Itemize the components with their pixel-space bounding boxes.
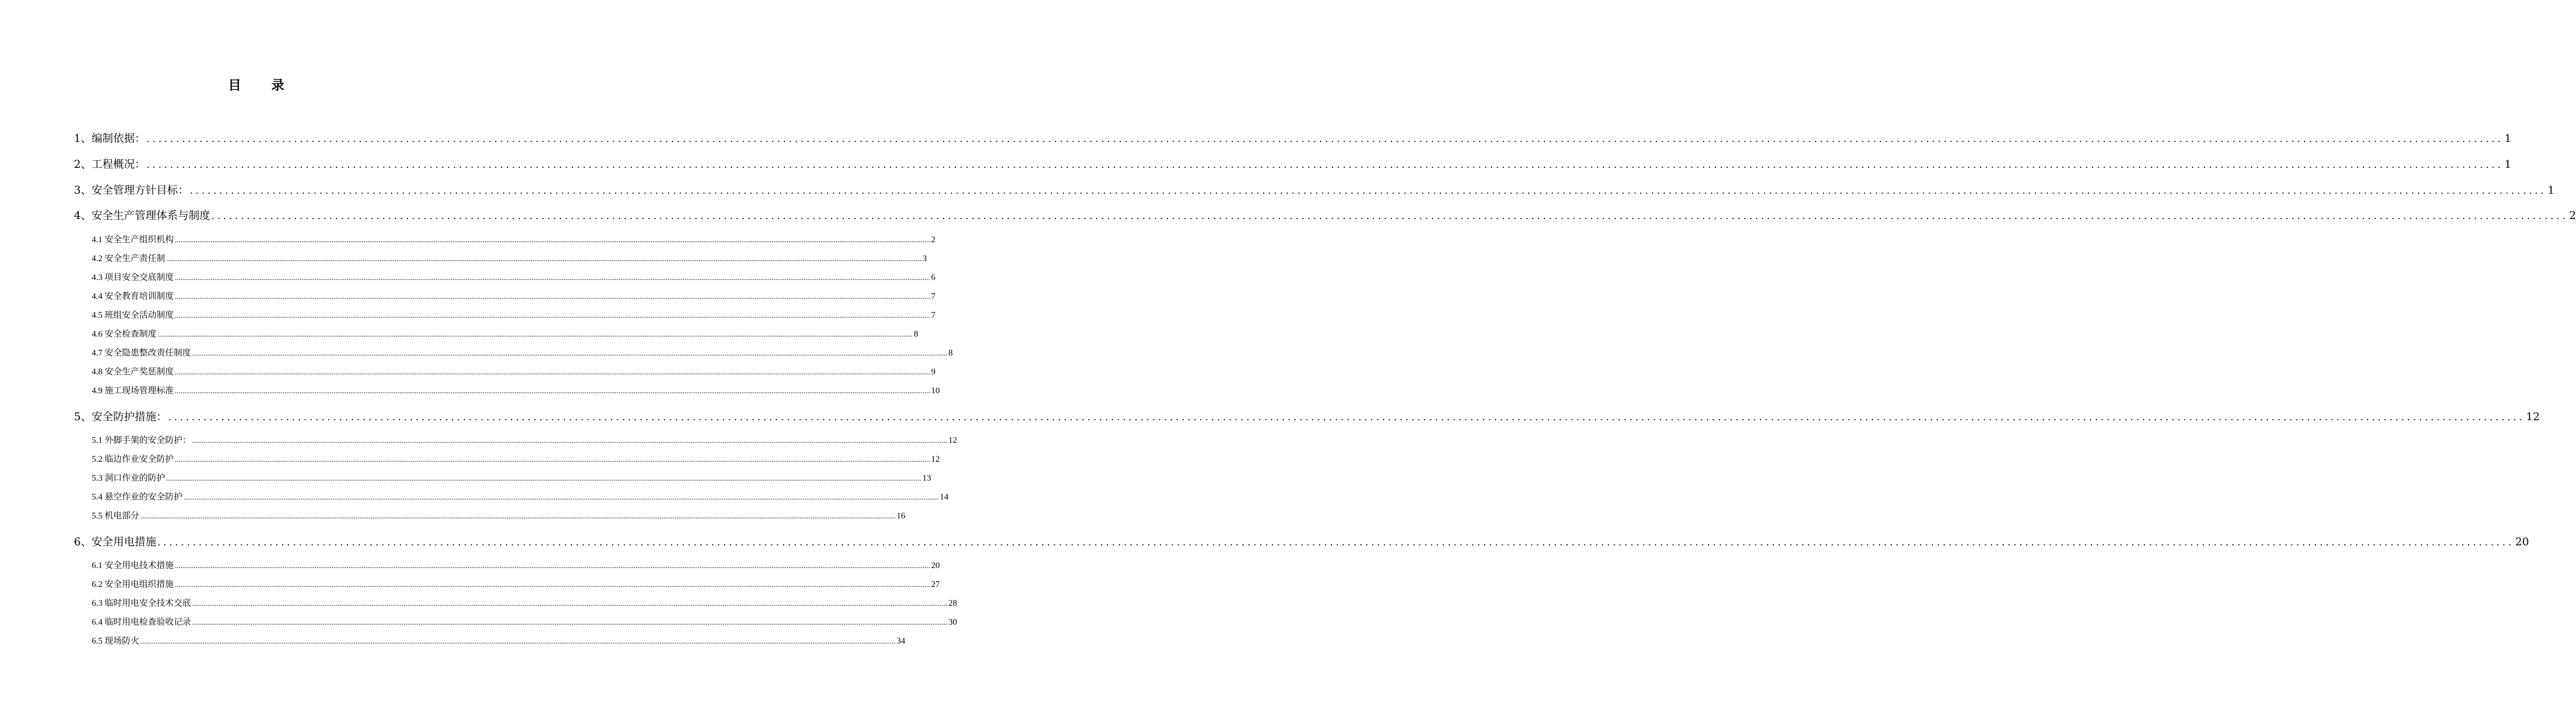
toc-entry-label: 6.3 临时用电安全技术交底 [92, 599, 192, 608]
dot-leader: ................................................................................................................................................................................................................................................................................................................................................................................................................ [192, 619, 948, 627]
toc-entry[interactable] [74, 155, 2512, 171]
dot-leader: ................................................................................................................................................................................................................................................................................................................................................................................................................ [192, 350, 948, 358]
toc-entry-label: 5.5 机电部分 [92, 511, 140, 521]
toc-entry[interactable] [92, 384, 940, 396]
toc-entry-label: 6.5 现场防火 [92, 637, 140, 646]
toc-entry-label: 6.4 临时用电检查验收记录 [92, 618, 192, 627]
toc-entry-page-number: 3 [923, 254, 927, 263]
dot-leader: ................................................................................................................................................................................................................................................................................................................................................................................................................ [166, 475, 922, 483]
toc-entry[interactable] [74, 129, 2512, 145]
toc-entry[interactable] [92, 596, 958, 608]
dot-leader: ................................................................................................................................................................................................................................................................................................................................................................................................................ [175, 387, 931, 395]
dot-leader: ................................................................................................................................................................................................................................................................................................................................................................................................................ [175, 293, 931, 301]
toc-entry-page-number: 20 [931, 561, 940, 570]
toc-entry-label: 5.2 临边作业安全防护 [92, 455, 174, 464]
toc-entry-page-number: 2 [2569, 209, 2576, 222]
toc-entry-page-number: 34 [897, 637, 906, 646]
toc-entry-page-number: 7 [931, 311, 936, 320]
toc-entry[interactable] [74, 181, 2555, 197]
toc-entry[interactable] [92, 251, 927, 264]
toc-entry[interactable] [92, 490, 949, 502]
toc-entry-label: 2、工程概况： [74, 158, 146, 170]
dot-leader: ................................................................................................................................................................................................................................................................................................................................................................................................................ [175, 236, 931, 244]
toc-entry[interactable] [92, 615, 958, 627]
toc-entry-page-number: 9 [931, 367, 936, 377]
dot-leader: ................................................................................................................................................................................................................................................................................................................................................................................................................ [211, 210, 2568, 222]
toc-entry-label: 4.9 施工现场管理标准 [92, 386, 174, 395]
toc-entry-label: 6.1 安全用电技术措施 [92, 561, 174, 570]
toc-entry-label: 4.6 安全检查制度 [92, 330, 157, 339]
toc-entry-label: 5.3 洞口作业的防护 [92, 474, 166, 483]
dot-leader: ................................................................................................................................................................................................................................................................................................................................................................................................................ [175, 581, 931, 589]
toc-entry-label: 4.1 安全生产组织机构 [92, 235, 174, 244]
toc-entry-label: 4.7 安全隐患整改责任制度 [92, 348, 192, 358]
toc-entry-page-number: 10 [931, 386, 940, 395]
toc-entry[interactable] [92, 577, 940, 590]
toc-title-left: 目 [228, 78, 241, 93]
toc-entry-page-number: 7 [931, 292, 936, 301]
toc-entry-page-number: 8 [914, 330, 919, 339]
toc-entry[interactable] [92, 452, 940, 464]
toc-entry[interactable] [92, 327, 919, 339]
toc-entry-page-number: 1 [2504, 132, 2512, 145]
toc-entry-label: 4.5 班组安全活动制度 [92, 311, 174, 320]
dot-leader: ................................................................................................................................................................................................................................................................................................................................................................................................................ [183, 494, 939, 502]
toc-entry-page-number: 6 [931, 273, 936, 282]
dot-leader: ................................................................................................................................................................................................................................................................................................................................................................................................................ [158, 331, 913, 339]
toc-entry-label: 6、安全用电措施 [74, 535, 156, 548]
toc-entry[interactable] [92, 634, 906, 646]
toc-entry-page-number: 20 [2515, 535, 2529, 548]
dot-leader: ................................................................................................................................................................................................................................................................................................................................................................................................................ [146, 159, 2504, 170]
dot-leader: ................................................................................................................................................................................................................................................................................................................................................................................................................ [166, 255, 922, 263]
toc-entry[interactable] [74, 207, 2576, 222]
dot-leader: ................................................................................................................................................................................................................................................................................................................................................................................................................ [175, 456, 931, 464]
toc-entry-page-number: 12 [2526, 410, 2540, 423]
toc-entry[interactable] [92, 232, 936, 245]
toc-entry-label: 3、安全管理方针目标： [74, 183, 189, 196]
dot-leader: ................................................................................................................................................................................................................................................................................................................................................................................................................ [175, 562, 931, 570]
toc-entry[interactable] [92, 365, 936, 377]
toc-entry-page-number: 28 [948, 599, 958, 608]
toc-title-right: 录 [271, 78, 284, 93]
toc-entry[interactable] [92, 509, 906, 521]
toc-entry-page-number: 8 [948, 348, 953, 358]
toc-entry[interactable] [92, 346, 953, 358]
toc-entry-page-number: 1 [2504, 158, 2512, 170]
dot-leader: ................................................................................................................................................................................................................................................................................................................................................................................................................ [140, 638, 896, 646]
toc-entry-page-number: 12 [931, 455, 940, 464]
dot-leader: ................................................................................................................................................................................................................................................................................................................................................................................................................ [192, 600, 948, 608]
toc-entry[interactable] [92, 308, 936, 320]
toc-entry-label: 4.2 安全生产责任制 [92, 254, 166, 263]
toc-entry-label: 4.3 项目安全交底制度 [92, 273, 174, 282]
dot-leader: ................................................................................................................................................................................................................................................................................................................................................................................................................ [175, 312, 931, 320]
toc-entry[interactable] [92, 270, 936, 283]
toc-entry-page-number: 12 [948, 436, 958, 445]
toc-entry-label: 5.1 外脚手架的安全防护： [92, 436, 192, 445]
toc-entry-page-number: 2 [931, 235, 936, 244]
toc-entry[interactable] [92, 289, 936, 302]
dot-leader: ................................................................................................................................................................................................................................................................................................................................................................................................................ [140, 512, 896, 521]
dot-leader: ................................................................................................................................................................................................................................................................................................................................................................................................................ [146, 133, 2504, 145]
toc-entry-label: 6.2 安全用电组织措施 [92, 580, 174, 589]
dot-leader: ................................................................................................................................................................................................................................................................................................................................................................................................................ [189, 185, 2547, 196]
toc-entry-label: 4、安全生产管理体系与制度 [74, 209, 210, 222]
toc-entry-page-number: 13 [923, 474, 932, 483]
dot-leader: ................................................................................................................................................................................................................................................................................................................................................................................................................ [175, 274, 931, 282]
toc-entry-label: 5、安全防护措施： [74, 410, 167, 423]
toc-entry-page-number: 27 [931, 580, 940, 589]
toc-entry-page-number: 14 [940, 493, 949, 502]
dot-leader: ................................................................................................................................................................................................................................................................................................................................................................................................................ [175, 368, 931, 377]
toc-entry-page-number: 30 [948, 618, 958, 627]
toc-title [0, 74, 513, 93]
toc-entry[interactable] [92, 558, 940, 571]
dot-leader: ................................................................................................................................................................................................................................................................................................................................................................................................................ [192, 437, 948, 445]
toc-entry-label: 1、编制依据： [74, 132, 146, 145]
toc-entry-label: 5.4 悬空作业的安全防护 [92, 493, 183, 502]
toc-entry[interactable] [74, 533, 2529, 549]
dot-leader: ................................................................................................................................................................................................................................................................................................................................................................................................................ [157, 537, 2514, 548]
toc-entry-label: 4.4 安全教育培训制度 [92, 292, 174, 301]
toc-entry-label: 4.8 安全生产奖惩制度 [92, 367, 174, 377]
toc-entry[interactable] [74, 408, 2540, 423]
toc-entry[interactable] [92, 471, 932, 483]
toc-entry-page-number: 1 [2547, 183, 2555, 196]
toc-entry[interactable] [92, 433, 958, 446]
toc-entry-page-number: 16 [897, 511, 906, 521]
dot-leader: ................................................................................................................................................................................................................................................................................................................................................................................................................ [168, 412, 2525, 423]
